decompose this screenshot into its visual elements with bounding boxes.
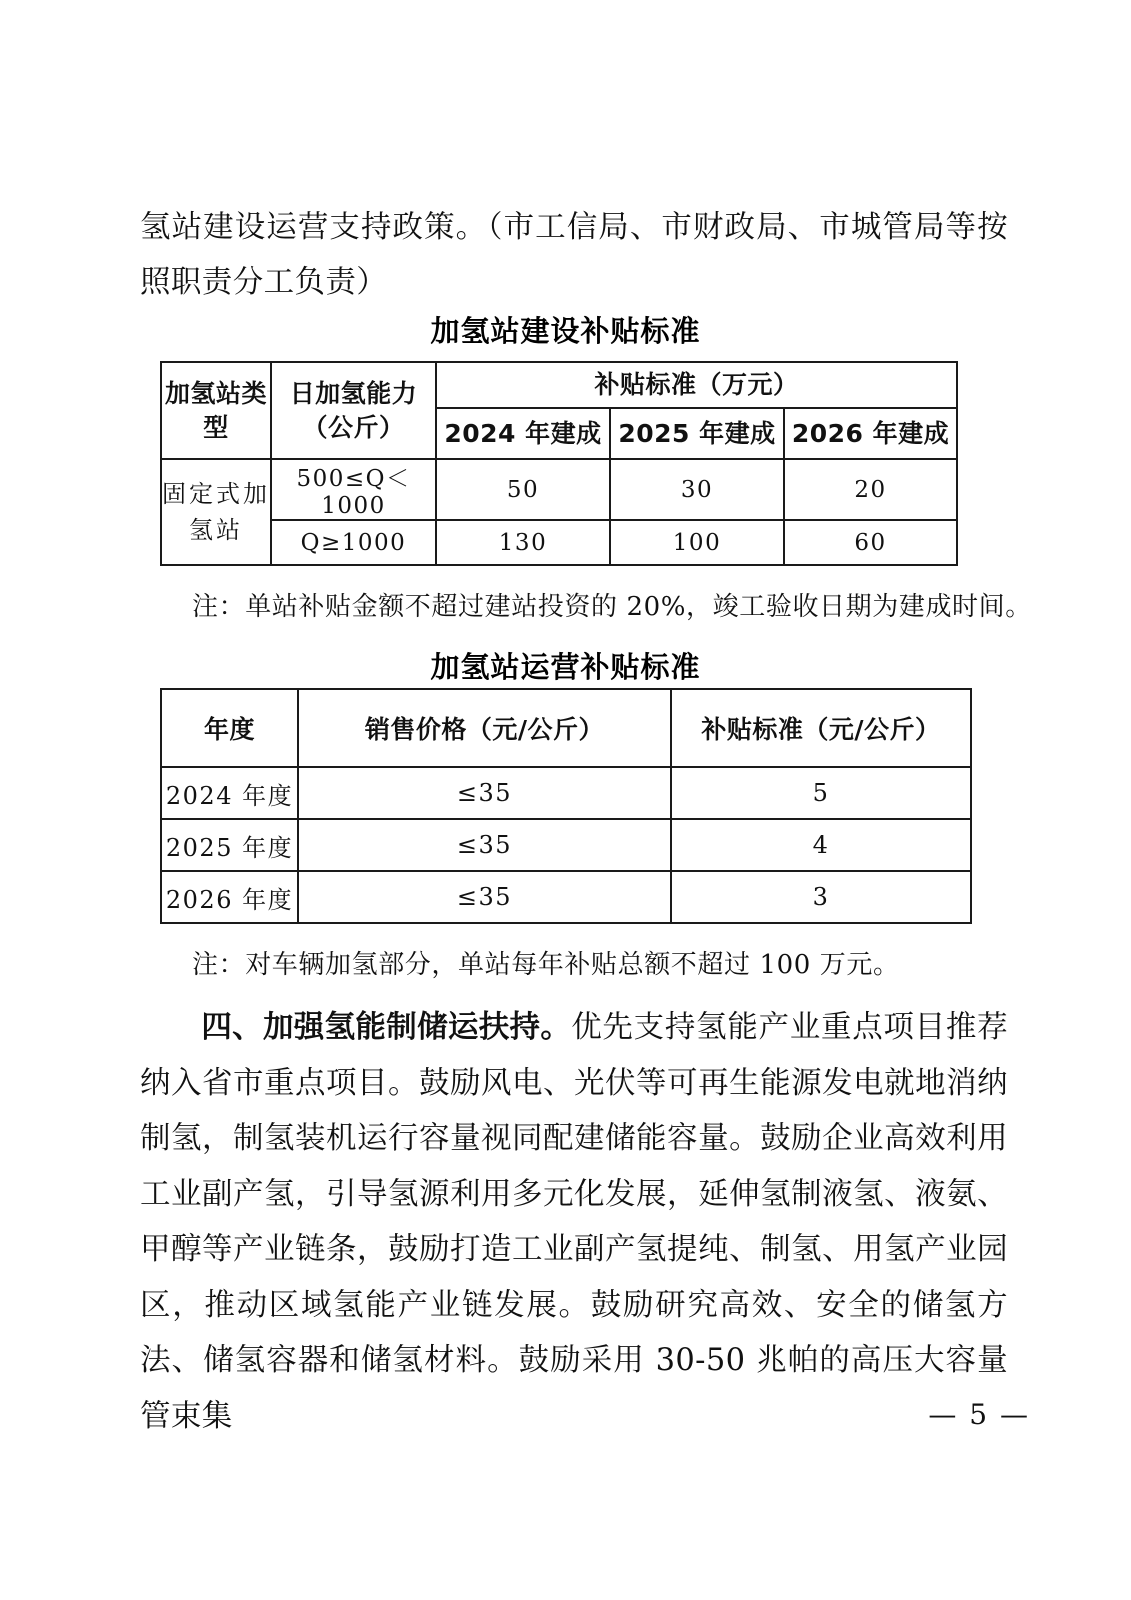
cell-capacity-row1: 500≤Q＜1000	[271, 459, 436, 520]
cell-price-2026: ≤35	[298, 871, 671, 923]
section-four-heading: 四、加强氢能制储运扶持。	[201, 1010, 572, 1045]
cell-year-2026: 2026 年度	[161, 871, 298, 923]
header-daily-capacity: 日加氢能力（公斤）	[271, 362, 436, 459]
header-built-2026: 2026 年建成	[784, 408, 957, 459]
page-number: — 5 —	[928, 1398, 1030, 1431]
cell-price-2025: ≤35	[298, 819, 671, 871]
cell-station-type-fixed: 固定式加氢站	[161, 459, 271, 565]
operation-table-caption: 加氢站运营补贴标准	[430, 650, 701, 684]
header-built-2024: 2024 年建成	[436, 408, 610, 459]
header-station-type: 加氢站类型	[161, 362, 271, 459]
cell-year-2024: 2024 年度	[161, 767, 298, 819]
cell-2026-row1: 20	[784, 459, 957, 520]
construction-subsidy-table	[160, 361, 958, 566]
cell-subsidy-2025: 4	[671, 819, 971, 871]
header-built-2025: 2025 年建成	[610, 408, 784, 459]
operation-subsidy-table	[160, 688, 972, 924]
cell-2026-row2: 60	[784, 520, 957, 565]
cell-capacity-row2: Q≥1000	[271, 520, 436, 565]
cell-2025-row1: 30	[610, 459, 784, 520]
cell-year-2025: 2025 年度	[161, 819, 298, 871]
construction-table-note: 注：单站补贴金额不超过建站投资的 20%，竣工验收日期为建成时间。	[192, 592, 1032, 622]
table-row-header	[161, 689, 971, 767]
table-row	[161, 871, 971, 923]
table-row	[161, 459, 957, 520]
header-subsidy-group: 补贴标准（万元）	[436, 362, 957, 408]
cell-price-2024: ≤35	[298, 767, 671, 819]
paragraph-continuation	[140, 200, 1008, 310]
construction-table-caption: 加氢站建设补贴标准	[430, 314, 701, 348]
section-four-body: 优先支持氢能产业重点项目推荐纳入省市重点项目。鼓励风电、光伏等可再生能源发电就地消纳制氢，制氢装机运行容量视同配建储能容量。鼓励企业高效利用工业副产氢，引导氢源利用多元化发展，延伸氢制液氢、液氨、甲醇等产业链条，鼓励打造工业副产氢提纯、制氢、用氢产业园区，推动区域氢能产业链发展。鼓励研究高效、安全的储氢方法、储氢容器和储氢材料。鼓励采用 30-50 兆帕的高压大容量管束集	[140, 1010, 1008, 1434]
paragraph-continuation-text: 氢站建设运营支持政策。（市工信局、市财政局、市城管局等按照职责分工负责）	[140, 210, 1008, 300]
header-year: 年度	[161, 689, 298, 767]
table-row	[161, 767, 971, 819]
table-row	[161, 819, 971, 871]
cell-subsidy-2026: 3	[671, 871, 971, 923]
cell-2024-row1: 50	[436, 459, 610, 520]
operation-table-note: 注：对车辆加氢部分，单站每年补贴总额不超过 100 万元。	[192, 950, 900, 980]
cell-2024-row2: 130	[436, 520, 610, 565]
header-sale-price: 销售价格（元/公斤）	[298, 689, 671, 767]
section-four-paragraph	[140, 1000, 1008, 1444]
cell-2025-row2: 100	[610, 520, 784, 565]
header-subsidy-standard: 补贴标准（元/公斤）	[671, 689, 971, 767]
table-row	[161, 520, 957, 565]
cell-subsidy-2024: 5	[671, 767, 971, 819]
table-row-header-top	[161, 362, 957, 408]
